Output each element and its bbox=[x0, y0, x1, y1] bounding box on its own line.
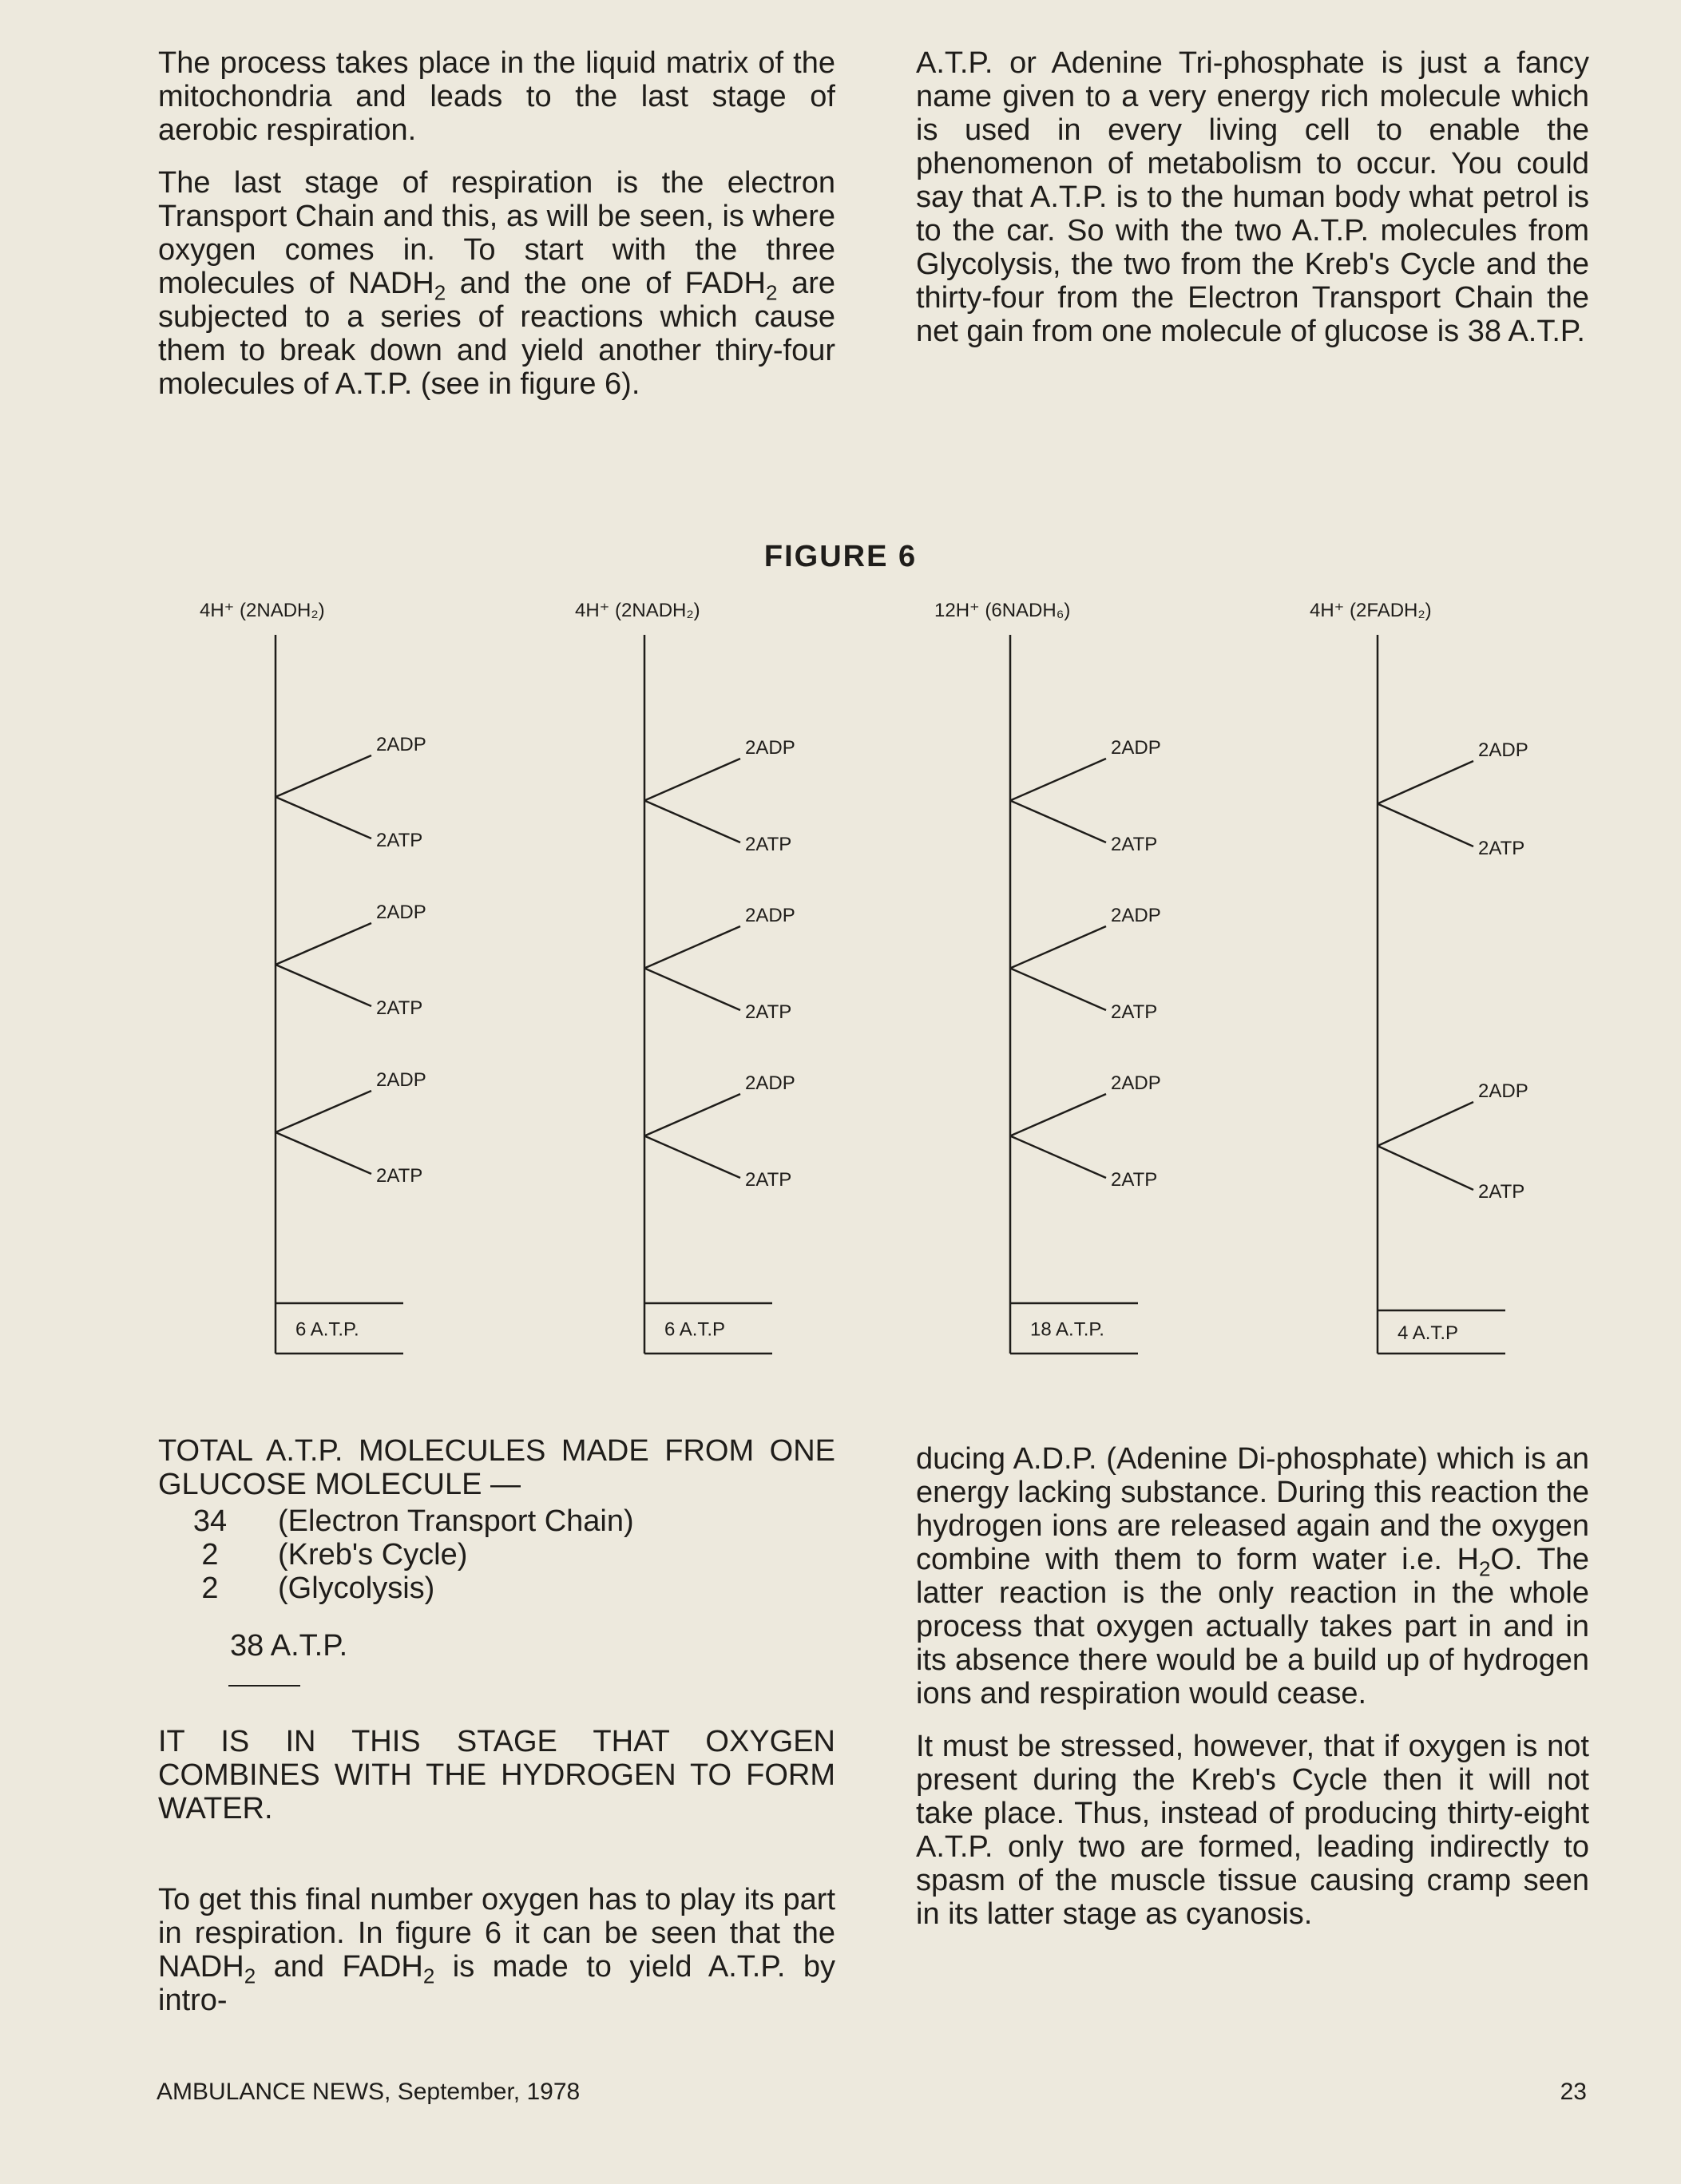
figure-total-label: 4 A.T.P bbox=[1398, 1322, 1459, 1344]
figure-atp-label: 2ATP bbox=[376, 830, 423, 851]
paragraph-adp: ducing A.D.P. (Adenine Di-phosphate) which is an energy lacking substance. During this reaction the hydrogen ions are released again and the oxygen combine with them to form water i.e. $H_2O$. The latter reaction is the only reaction in the whole process that oxygen actually takes part in and in its absence there would be a build up of hydrogen ions and respiration would cease. bbox=[916, 1442, 1589, 1710]
paragraph-final-number: To get this final number oxygen has to play its part in respiration. In figure 6 it can be seen that the $NADH_2$ and $FADH_2$ is made to yield A.T.P. by intro- bbox=[158, 1883, 835, 2017]
figure-atp-label: 2ATP bbox=[1478, 1181, 1525, 1203]
page-number: 23 bbox=[1560, 2079, 1587, 2105]
totals-count: 34 bbox=[192, 1504, 228, 1538]
figure-atp-label: 2ATP bbox=[745, 1169, 792, 1191]
paragraph-electron-transport: The last stage of respiration is the electron Transport Chain and this, as will be seen, is where oxygen comes in. To start with the three molecules of $NADH_2$ and the one of $FADH_2$ are subjected to a series of reactions which cause them to break down and yield another thiry-four molecules of A.T.P. (see in figure 6). bbox=[158, 166, 836, 401]
totals-source: (Electron Transport Chain) bbox=[278, 1504, 634, 1538]
figure-adp-label: 2ADP bbox=[376, 1069, 426, 1091]
figure-branch-atp-line bbox=[1378, 1146, 1473, 1190]
left-column-top bbox=[158, 46, 835, 420]
right-column-bottom bbox=[916, 1442, 1589, 1950]
paragraph-atp-definition: A.T.P. or Adenine Tri-phosphate is just a fancy name given to a very energy rich molecule which is used in every living cell to enable the phenomenon of metabolism to occur. You could say that A.T.P. is to the human body what petrol is to the car. So with the two A.T.P. molecules from Glycolysis, the two from the Kreb's Cycle and the thirty-four from the Electron Transport Chain the net gain from one molecule of glucose is 38 A.T.P. bbox=[916, 46, 1589, 348]
figure-branch-adp-line bbox=[644, 1094, 740, 1136]
figure-branch-atp-line bbox=[276, 797, 371, 838]
figure-adp-label: 2ADP bbox=[1111, 1072, 1161, 1094]
figure-adp-label: 2ADP bbox=[1111, 737, 1161, 759]
figure-atp-label: 2ATP bbox=[1478, 838, 1525, 859]
figure-atp-label: 2ATP bbox=[1111, 834, 1158, 855]
figure-column-header: 4H⁺ (2NADH₂) bbox=[575, 600, 700, 621]
figure-branch-adp-line bbox=[644, 759, 740, 801]
grand-total-rule bbox=[228, 1685, 300, 1687]
totals-table bbox=[158, 1504, 634, 1605]
figure-branch-adp-line bbox=[1010, 759, 1106, 801]
figure-branch-atp-line bbox=[276, 965, 371, 1006]
figure-total-label: 18 A.T.P. bbox=[1030, 1318, 1104, 1341]
oxygen-statement: IT IS IN THIS STAGE THAT OXYGEN COMBINES WITH THE HYDROGEN TO FORM WATER. bbox=[158, 1725, 835, 1825]
totals-row bbox=[158, 1538, 634, 1572]
right-column-top bbox=[916, 46, 1589, 367]
figure-branch-atp-line bbox=[1010, 1136, 1106, 1179]
figure-branch-atp-line bbox=[644, 1136, 740, 1179]
paragraph-kreb-warning: It must be stressed, however, that if oxygen is not present during the Kreb's Cycle then it will not take place. Thus, instead of producing thirty-eight A.T.P. only two are formed, leading indirectly to spasm of the muscle tissue causing cramp seen in its latter stage as cyanosis. bbox=[916, 1730, 1589, 1931]
figure-title: FIGURE 6 bbox=[763, 540, 918, 573]
figure-branch-adp-line bbox=[276, 923, 371, 965]
figure-total-label: 6 A.T.P bbox=[664, 1318, 726, 1341]
figure-atp-label: 2ATP bbox=[1111, 1001, 1158, 1023]
figure-branch-adp-line bbox=[1010, 1094, 1106, 1136]
figure-branch-atp-line bbox=[644, 801, 740, 843]
figure-adp-label: 2ADP bbox=[1478, 1080, 1528, 1102]
figure-column-header: 4H⁺ (2FADH₂) bbox=[1310, 600, 1432, 621]
figure-adp-label: 2ADP bbox=[745, 737, 795, 759]
paragraph-matrix: The process takes place in the liquid matrix of the mitochondria and leads to the last stage of aerobic respiration. bbox=[158, 46, 835, 147]
figure-branch-atp-line bbox=[644, 969, 740, 1011]
figure-column-header: 12H⁺ (6NADH₆) bbox=[934, 600, 1071, 621]
figure-atp-label: 2ATP bbox=[1111, 1169, 1158, 1191]
figure-adp-label: 2ADP bbox=[745, 905, 795, 926]
figure-atp-label: 2ATP bbox=[745, 1001, 792, 1023]
figure-atp-label: 2ATP bbox=[376, 1165, 423, 1187]
totals-heading: TOTAL A.T.P. MOLECULES MADE FROM ONE GLUCOSE MOLECULE — bbox=[158, 1434, 835, 1501]
figure-atp-label: 2ATP bbox=[376, 997, 423, 1019]
figure-adp-label: 2ADP bbox=[745, 1072, 795, 1094]
figure-branch-atp-line bbox=[1010, 801, 1106, 843]
figure-branch-adp-line bbox=[1010, 926, 1106, 969]
totals-source: (Kreb's Cycle) bbox=[278, 1538, 468, 1572]
figure-adp-label: 2ADP bbox=[376, 734, 426, 755]
figure-atp-label: 2ATP bbox=[745, 834, 792, 855]
totals-row bbox=[158, 1572, 634, 1605]
figure-branch-adp-line bbox=[276, 1091, 371, 1132]
totals-count: 2 bbox=[201, 1572, 219, 1605]
figure-adp-label: 2ADP bbox=[1478, 739, 1528, 761]
figure-adp-label: 2ADP bbox=[1111, 905, 1161, 926]
footer-publication: AMBULANCE NEWS, September, 1978 bbox=[157, 2079, 581, 2105]
grand-total: 38 A.T.P. bbox=[230, 1629, 348, 1663]
figure-adp-label: 2ADP bbox=[376, 902, 426, 923]
figure-branch-adp-line bbox=[644, 926, 740, 969]
figure-6-diagram bbox=[0, 575, 1681, 1373]
figure-branch-atp-line bbox=[1010, 969, 1106, 1011]
left-column-bottom bbox=[158, 1434, 835, 2036]
figure-branch-adp-line bbox=[276, 755, 371, 797]
figure-branch-atp-line bbox=[276, 1132, 371, 1174]
figure-branch-atp-line bbox=[1378, 804, 1473, 847]
totals-source: (Glycolysis) bbox=[278, 1572, 435, 1605]
figure-total-label: 6 A.T.P. bbox=[295, 1318, 359, 1341]
figure-branch-adp-line bbox=[1378, 761, 1473, 804]
totals-row bbox=[158, 1504, 634, 1538]
figure-branch-adp-line bbox=[1378, 1102, 1473, 1146]
figure-column-header: 4H⁺ (2NADH₂) bbox=[200, 600, 325, 621]
totals-count: 2 bbox=[201, 1538, 219, 1572]
